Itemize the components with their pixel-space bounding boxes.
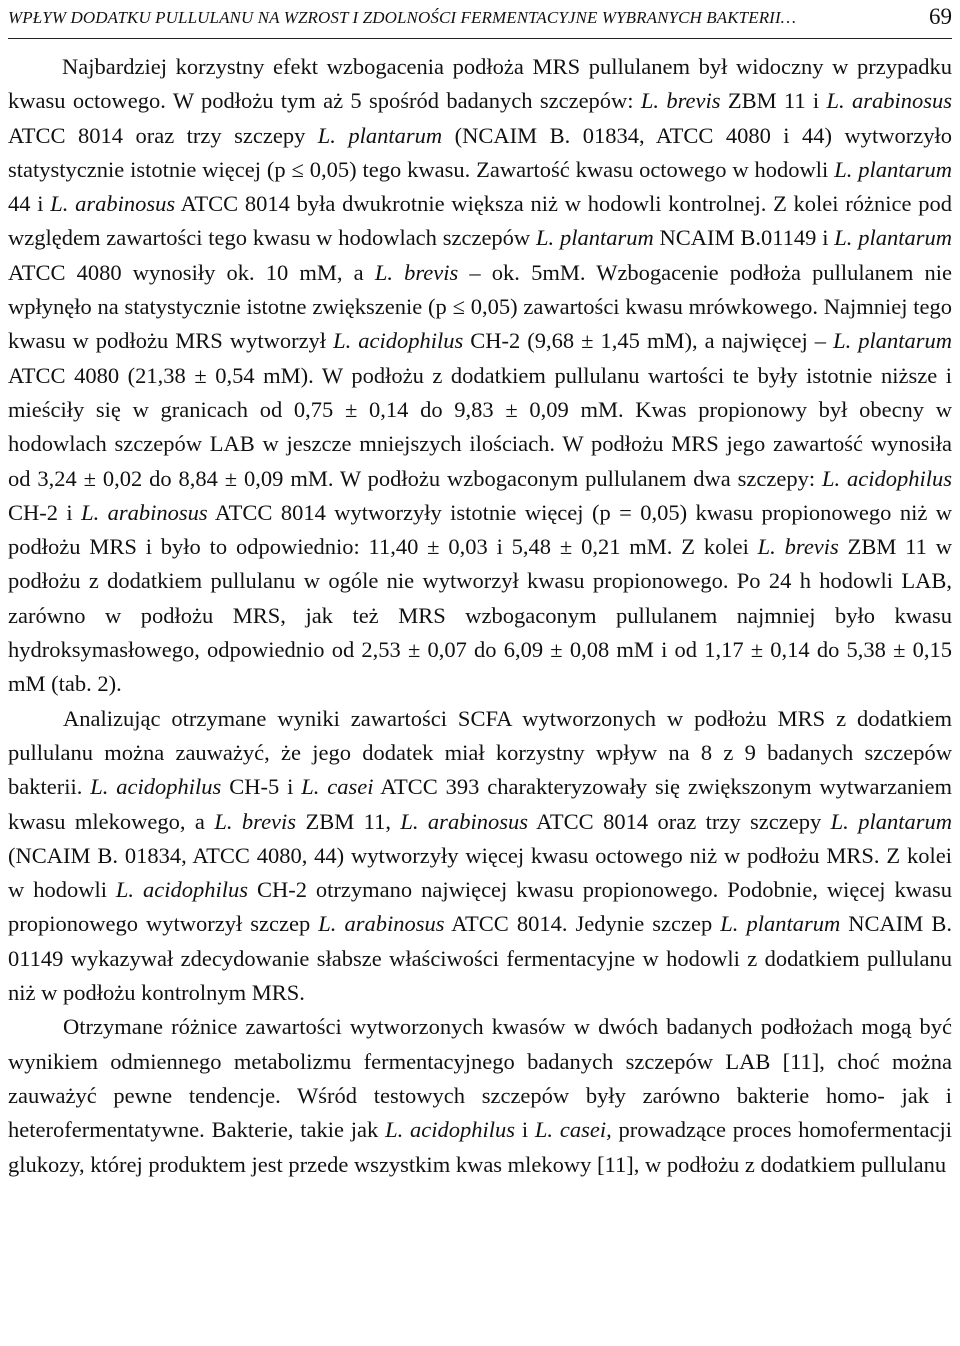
text-run: ZBM 11 i [720,88,827,114]
running-header [8,4,952,36]
page-number: 69 [929,4,952,29]
species-name: L. acidophilus [115,877,249,903]
text-run: ATCC 8014. Jedynie szczep [444,911,721,937]
text-run: (NCAIM B. 01834, ATCC 4080, 44) wytworzyły więcej kwasu octowego niż w podłożu MRS. Z kolei w hodowli [8,842,952,903]
species-name: L. arabinosus [50,191,176,217]
paragraph-metabolism-differences [8,1010,952,1181]
text-run: ZBM 11 w podłożu z dodatkiem pullulanu w ogóle nie wytworzył kwasu propionowego. Po 24 h hodowli LAB, zarówno w podłożu MRS, jak też MRS wzbogaconym pullulanem najmniej było kwasu hydroksymasłowego, odpowiednio od 2,53 ± 0,07 do 6,09 ± 0,08 mM i od 1,17 ± 0,14 do 5,38 ± 0,15 mM (tab. 2). [8,534,953,697]
text-run: prowadzące proces homofermentacji glukozy, której produktem jest przede wszystkim kwas mlekowy [11], w podłożu z dodatkiem pullulanu [8,1117,952,1177]
text-run: ATCC 4080 wynosiły ok. 10 mM, a [8,259,375,285]
text-run: ATCC 8014 wytworzyły istotnie więcej (p = 0,05) kwasu propionowego niż w podłożu MRS i było to odpowiednio: 11,40 ± 0,03 i 5,48 ± 0,21 mM. Z kolei [8,499,953,560]
text-run: 44 i [8,191,51,217]
text-run: ATCC 8014 oraz trzy szczepy [8,122,318,148]
text-run: – ok. 5mM. Wzbogacenie podłoża pullulanem nie wpłynęło na statystycznie istotne zwiększenie (p ≤ 0,05) zawartości kwasu mrówkowego. Najmniej tego kwasu w podłożu MRS wytworzył [8,259,953,354]
text-run: NCAIM B.01149 i [653,225,835,251]
species-name: L. plantarum [834,156,952,182]
species-name: L. plantarum [317,122,443,148]
text-run: ATCC 8014 była dwukrotnie większa niż w hodowli kontrolnej. Z kolei różnice pod względem zawartości tego kwasu w hodowlach szczepów [8,191,952,251]
species-name: L. arabinosus [81,499,208,525]
text-run: i [515,1117,535,1143]
text-run: Analizując otrzymane wyniki zawartości SCFA wytworzonych w podłożu MRS z dodatkiem pullulanu można zauważyć, że jego dodatek miał korzystny wpływ na 8 z 9 badanych szczepów bakterii. [8,705,952,800]
paragraph-acetic-acid [8,50,952,702]
text-run: (NCAIM B. 01834, ATCC 4080 i 44) wytworzyło statystycznie istotnie więcej (p ≤ 0,05) tego kwasu. Zawartość kwasu octowego w hodowli [8,122,952,182]
text-run: Najbardziej korzystny efekt wzbogacenia podłoża MRS pullulanem był widoczny w przypadku kwasu octowego. W podłożu tym aż 5 spośród badanych szczepów: [8,54,952,114]
species-name: L. plantarum [720,911,841,937]
species-name: L. brevis [374,259,459,285]
species-name: L. casei, [534,1117,612,1143]
species-name: L. arabinosus [400,808,528,834]
species-name: L. acidophilus [333,328,464,354]
text-run: CH-2 (9,68 ± 1,45 mM), a najwięcej – [463,328,834,354]
species-name: L. acidophilus [385,1117,516,1143]
species-name: L. acidophilus [821,465,952,491]
species-name: L. plantarum [833,328,952,354]
species-name: L. casei [301,774,374,800]
text-run: CH-2 i [8,499,82,525]
species-name: L. plantarum [830,808,952,834]
body-text [8,50,952,1182]
text-run: Otrzymane różnice zawartości wytworzonych kwasów w dwóch badanych podłożach mogą być wynikiem odmiennego metabolizmu fermentacyjnego badanych szczepów LAB [11], choć można zauważyć pewne tendencje. Wśród testowych szczepów były zarówno bakterie homo- jak i heterofermentatywne. Bakterie, takie jak [8,1014,952,1143]
species-name: L. brevis [757,534,839,560]
header-divider [8,38,952,39]
text-run: ZBM 11, [296,808,401,834]
running-title: WPŁYW DODATKU PULLULANU NA WZROST I ZDOLNOŚCI FERMENTACYJNE WYBRANYCH BAKTERII… [8,8,796,27]
species-name: L. arabinosus [826,88,952,114]
paragraph-scfa-analysis [8,702,952,1011]
text-run: CH-2 otrzymano najwięcej kwasu propionowego. Podobnie, więcej kwasu propionowego wytworzył szczep [8,877,953,937]
species-name: L. acidophilus [90,774,222,800]
species-name: L. brevis [640,88,721,114]
text-run: ATCC 4080 (21,38 ± 0,54 mM). W podłożu z dodatkiem pullulanu wartości te były istotnie niższe i mieściły się w granicach od 0,75 ± 0,14 do 9,83 ± 0,09 mM. Kwas propionowy był obecny w hodowlach szczepów LAB w jeszcze mniejszych ilościach. W podłożu MRS jego zawartość wynosiła od 3,24 ± 0,02 do 8,84 ± 0,09 mM. W podłożu wzbogaconym pullulanem dwa szczepy: [8,362,952,491]
text-run: ATCC 393 charakteryzowały się zwiększonym wytwarzaniem kwasu mlekowego, a [8,774,953,834]
text-run: ATCC 8014 oraz trzy szczepy [527,808,831,834]
text-run: CH-5 i [221,774,302,800]
species-name: L. plantarum [834,225,952,251]
species-name: L. plantarum [536,225,654,251]
text-run: NCAIM B. 01149 wykazywał zdecydowanie słabsze właściwości fermentacyjne w hodowli z dodatkiem pullulanu niż w podłożu kontrolnym MRS. [8,911,952,1006]
species-name: L. brevis [214,808,297,834]
species-name: L. arabinosus [318,911,445,937]
